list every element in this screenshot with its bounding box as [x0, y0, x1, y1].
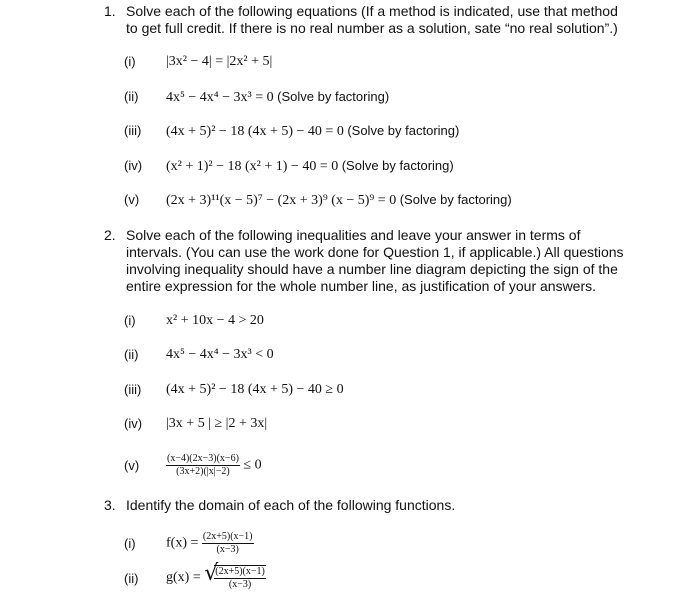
method-note: (Solve by factoring): [277, 89, 390, 104]
item-numeral: (iii): [124, 382, 142, 397]
item-numeral: (iii): [124, 123, 142, 138]
item-numeral: (i): [124, 313, 136, 328]
radical-sign: √: [204, 561, 219, 586]
denominator: (3x+2)(|x|−2): [176, 466, 230, 477]
equation: [166, 191, 512, 210]
equation: [166, 122, 459, 141]
math-expression: x² + 10x − 4 > 20: [166, 313, 264, 328]
radicand: [214, 565, 266, 591]
question-number: 2.: [104, 227, 116, 243]
math-expression: (4x + 5)² − 18 (4x + 5) − 40 = 0: [166, 124, 344, 139]
item-numeral: (ii): [124, 347, 139, 362]
item-numeral: (ii): [124, 89, 139, 104]
question-line: Solve each of the following inequalities and leave your answer in terms of: [126, 227, 581, 243]
inequality: [166, 415, 267, 433]
question-line: Solve each of the following equations (If a method is indicated, use that method: [126, 3, 618, 19]
item-numeral: (iv): [124, 416, 143, 431]
fraction: [202, 531, 254, 556]
inequality: [166, 346, 274, 364]
item-numeral: (v): [124, 458, 140, 473]
function-definition: [166, 561, 266, 591]
math-expression: |3x + 5 | ≥ |2 + 3x|: [166, 416, 268, 431]
item-numeral: (ii): [124, 571, 139, 586]
math-expression: 4x⁵ − 4x⁴ − 3x³ < 0: [166, 347, 274, 362]
method-note: (Solve by factoring): [347, 123, 460, 138]
question-2: [104, 227, 664, 299]
question-text: [126, 227, 624, 295]
method-note: (Solve by factoring): [399, 192, 512, 207]
question-text: [126, 3, 618, 37]
numerator: (2x+5)(x−1): [215, 566, 265, 577]
relation: ≤ 0: [243, 457, 262, 473]
question-line: entire expression for the whole number line, as justification of your answers.: [126, 278, 597, 294]
inequality: [166, 453, 262, 478]
question-line: to get full credit. If there is no real number as a solution, sate “no real solution”.): [126, 20, 618, 36]
fraction: [166, 453, 240, 478]
question-line: involving inequality should have a number line diagram depicting the sign of the: [126, 261, 618, 277]
method-note: (Solve by factoring): [341, 158, 454, 173]
inequality: [166, 381, 344, 399]
fraction: [214, 566, 266, 591]
question-line: Identify the domain of each of the following functions.: [126, 497, 456, 513]
denominator: (x−3): [216, 544, 239, 555]
equation: [166, 88, 389, 107]
item-numeral: (i): [124, 54, 136, 69]
inequality: [166, 312, 264, 330]
question-3: [104, 497, 664, 515]
function-lhs: g(x) =: [166, 570, 201, 586]
question-1: [104, 3, 664, 43]
math-expression: 4x⁵ − 4x⁴ − 3x³ = 0: [166, 90, 274, 105]
numerator: (2x+5)(x−1): [202, 531, 253, 542]
math-expression: |3x² − 4| = |2x² + 5|: [166, 54, 273, 69]
square-root: [204, 561, 266, 591]
math-expression: (x² + 1)² − 18 (x² + 1) − 40 = 0: [166, 159, 339, 174]
function-definition: [166, 531, 254, 556]
math-expression: (4x + 5)² − 18 (4x + 5) − 40 ≥ 0: [166, 382, 344, 397]
question-number: 3.: [104, 497, 116, 513]
function-lhs: f(x) =: [166, 535, 199, 551]
item-numeral: (iv): [124, 158, 143, 173]
equation: [166, 157, 454, 176]
equation: [166, 53, 272, 71]
question-text: [126, 497, 455, 514]
question-number: 1.: [104, 3, 116, 19]
math-expression: (2x + 3)¹¹(x − 5)⁷ − (2x + 3)⁹ (x − 5)⁹ = 0: [166, 193, 397, 208]
item-numeral: (i): [124, 536, 136, 551]
item-numeral: (v): [124, 192, 140, 207]
numerator: (x−4)(2x−3)(x−6): [167, 453, 239, 464]
denominator: (x−3): [228, 579, 252, 590]
question-line: intervals. (You can use the work done for Question 1, if applicable.) All questions: [126, 244, 624, 260]
